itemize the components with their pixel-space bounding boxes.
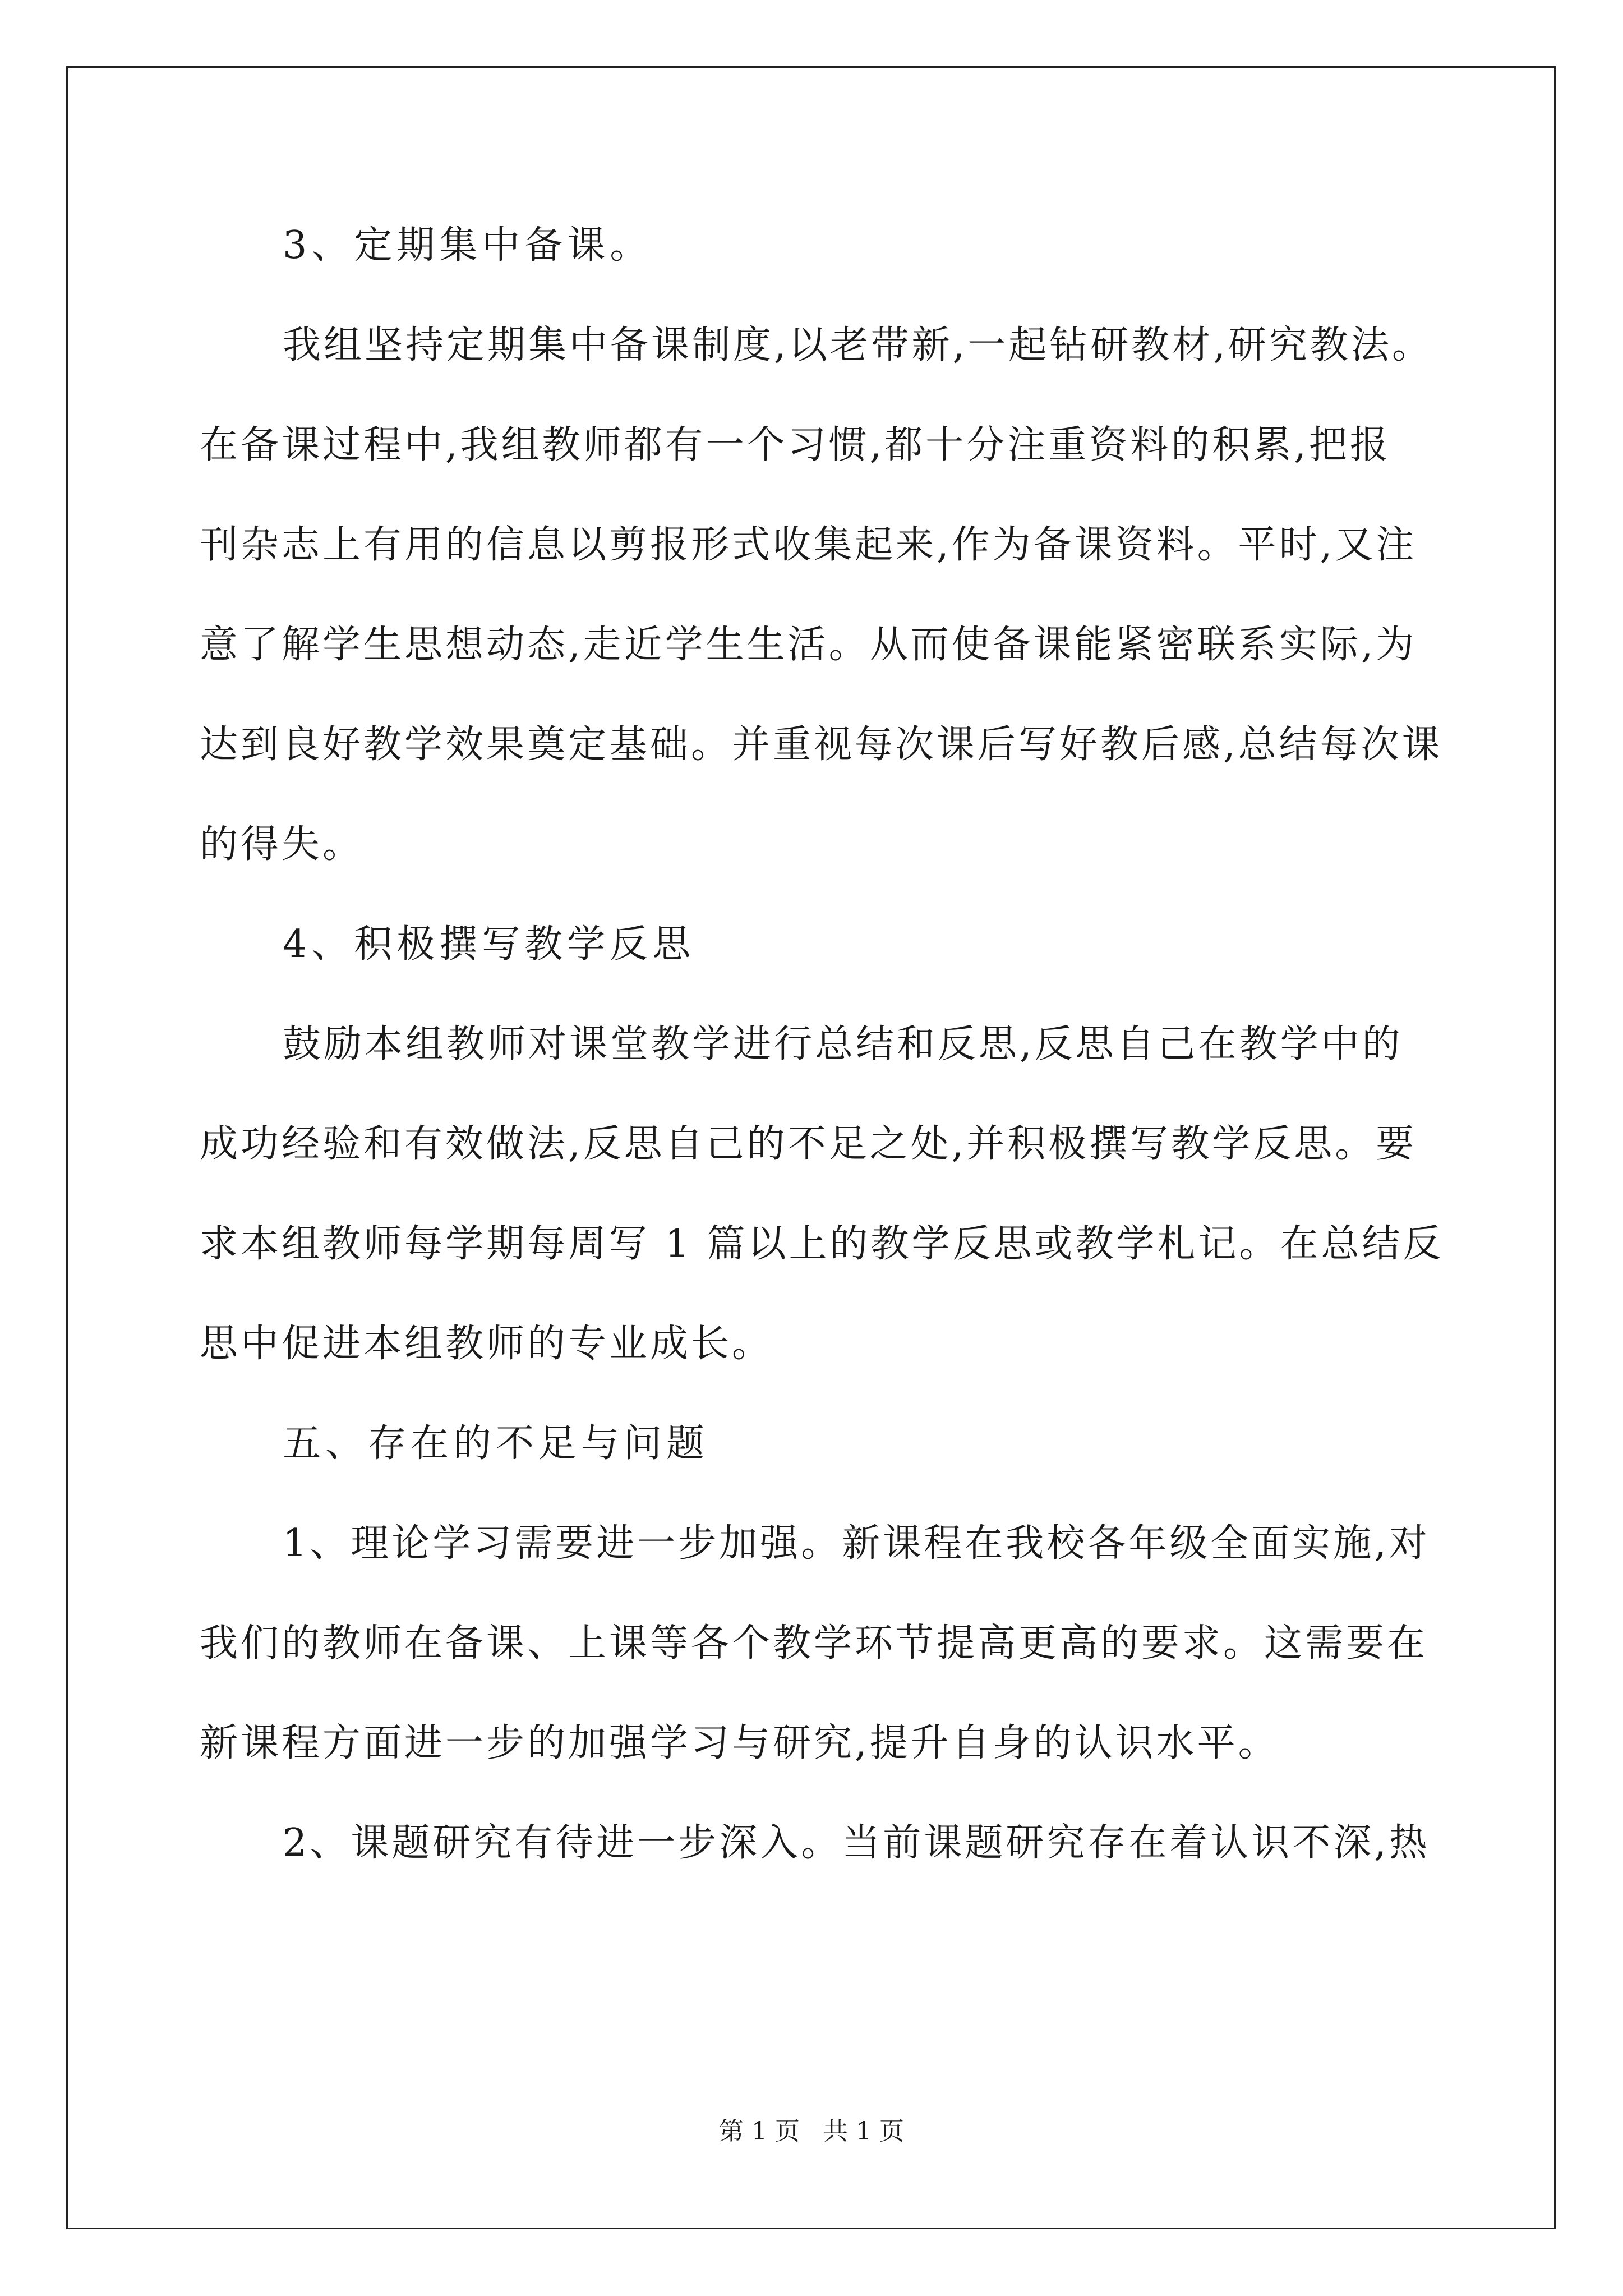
heading-line: 五、存在的不足与问题: [283, 1421, 709, 1466]
paragraph-line: 求本组教师每学期每周写 1 篇以上的教学反思或教学札记。在总结反: [200, 1222, 1444, 1266]
paragraph-line: 我们的教师在备课、上课等各个教学环节提高更高的要求。这需要在: [200, 1621, 1428, 1665]
paragraph-line: 思中促进本组教师的专业成长。: [200, 1322, 773, 1366]
heading-line: 3、定期集中备课。: [283, 223, 653, 268]
paragraph-line: 在备课过程中,我组教师都有一个习惯,都十分注重资料的积累,把报: [200, 423, 1391, 467]
paragraph-line: 鼓励本组教师对课堂教学进行总结和反思,反思自己在教学中的: [283, 1022, 1403, 1066]
paragraph-line: 成功经验和有效做法,反思自己的不足之处,并积极撰写教学反思。要: [200, 1122, 1417, 1166]
paragraph-line: 的得失。: [200, 822, 364, 867]
heading-line: 4、积极撰写教学反思: [283, 922, 695, 967]
paragraph-line: 1、理论学习需要进一步加强。新课程在我校各年级全面实施,对: [283, 1521, 1430, 1566]
paragraph-line: 意了解学生思想动态,走近学生生活。从而使备课能紧密联系实际,为: [200, 623, 1417, 667]
paragraph-line: 新课程方面进一步的加强学习与研究,提升自身的认识水平。: [200, 1721, 1279, 1765]
page-footer: 第 1 页 共 1 页: [719, 2117, 904, 2146]
paragraph-line: 达到良好教学效果奠定基础。并重视每次课后写好教后感,总结每次课: [200, 723, 1443, 767]
paragraph-line: 2、课题研究有待进一步深入。当前课题研究存在着认识不深,热: [283, 1821, 1430, 1865]
paragraph-line: 刊杂志上有用的信息以剪报形式收集起来,作为备课资料。平时,又注: [200, 523, 1417, 567]
paragraph-line: 我组坚持定期集中备课制度,以老带新,一起钻研教材,研究教法。: [283, 323, 1433, 367]
